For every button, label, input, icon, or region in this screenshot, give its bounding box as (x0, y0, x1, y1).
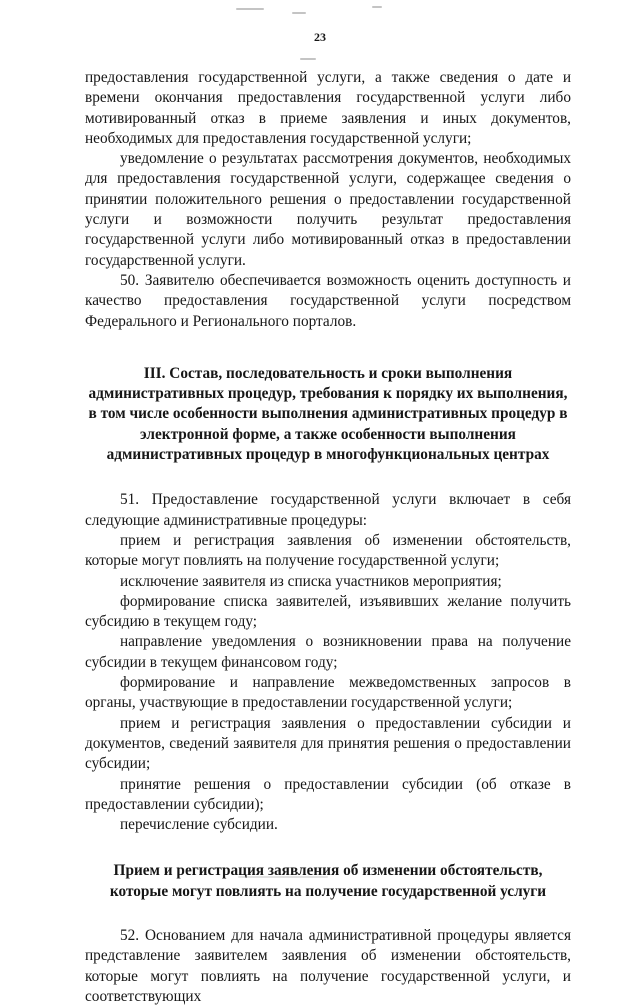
list-item: перечисление субсидии. (120, 816, 278, 834)
list-item: принятие решения о предоставлении субсидии (об отказе в предоставлении субсидии); (85, 775, 571, 813)
scan-speck (292, 12, 306, 14)
list-item: формирование списка заявителей, изъявивших желание получить субсидию в текущем году; (85, 592, 571, 631)
section-heading-line: административных процедур в многофункциональных центрах (106, 446, 550, 464)
paragraph: 52. Основанием для начала административной процедуры является представление заявителем заявления об изменении обстоятельств, которые могут повлиять на получение государственной услуги, и соответствующих (85, 926, 571, 1005)
scan-speck (236, 8, 264, 10)
section-heading-line: административных процедур, требования к порядку их выполнения, (88, 385, 568, 403)
document-body (85, 68, 571, 1007)
scan-speck (300, 58, 316, 60)
subsection-heading-line: которые могут повлиять на получение государственной услуги (109, 882, 547, 900)
paragraph: предоставления государственной услуги, а также сведения о дате и времени окончания предоставления государственной услуги либо мотивированный отказ в приеме заявления и иных документов, необходимых для предоставления государственной услуги; (85, 69, 571, 147)
list-item: исключение заявителя из списка участников мероприятия; (120, 572, 502, 590)
section-heading-line: в том числе особенности выполнения административных процедур в (88, 405, 568, 423)
section-heading-line: III. Состав, последовательность и сроки выполнения (143, 364, 513, 382)
page-number: 23 (314, 30, 326, 44)
list-item: формирование и направление межведомственных запросов в органы, участвующие в предоставлении государственной услуги; (85, 674, 571, 712)
list-item: прием и регистрация заявления об изменении обстоятельств, которые могут повлиять на получение государственной услуги; (85, 531, 571, 570)
section-heading-line: электронной форме, а также особенности выполнения (140, 425, 516, 443)
subsection-heading (85, 861, 571, 902)
paragraph: 51. Предоставление государственной услуги включает в себя следующие административные процедуры: (85, 491, 571, 529)
scan-speck (372, 6, 382, 8)
section-heading (85, 364, 571, 465)
paragraph: 50. Заявителю обеспечивается возможность оценить доступность и качество предоставления государственной услуги посредством Федерального и Регионального порталов. (85, 271, 571, 330)
list-item: направление уведомления о возникновении права на получение субсидии в текущем финансовом году; (85, 633, 571, 671)
subsection-heading-line: Прием и регистрация заявления об изменении обстоятельств, (113, 862, 543, 880)
paragraph: уведомление о результатах рассмотрения документов, необходимых для предоставления государственной услуги, содержащее сведения о принятии положительного решения о предоставлении государственной услуги и возможности получить результат предоставления государственной услуги либо мотивированный отказ в предоставлении государственной услуги. (85, 150, 571, 269)
list-item: прием и регистрация заявления о предоставлении субсидии и документов, сведений заявителя для принятия решения о предоставлении субсидии; (85, 714, 571, 773)
